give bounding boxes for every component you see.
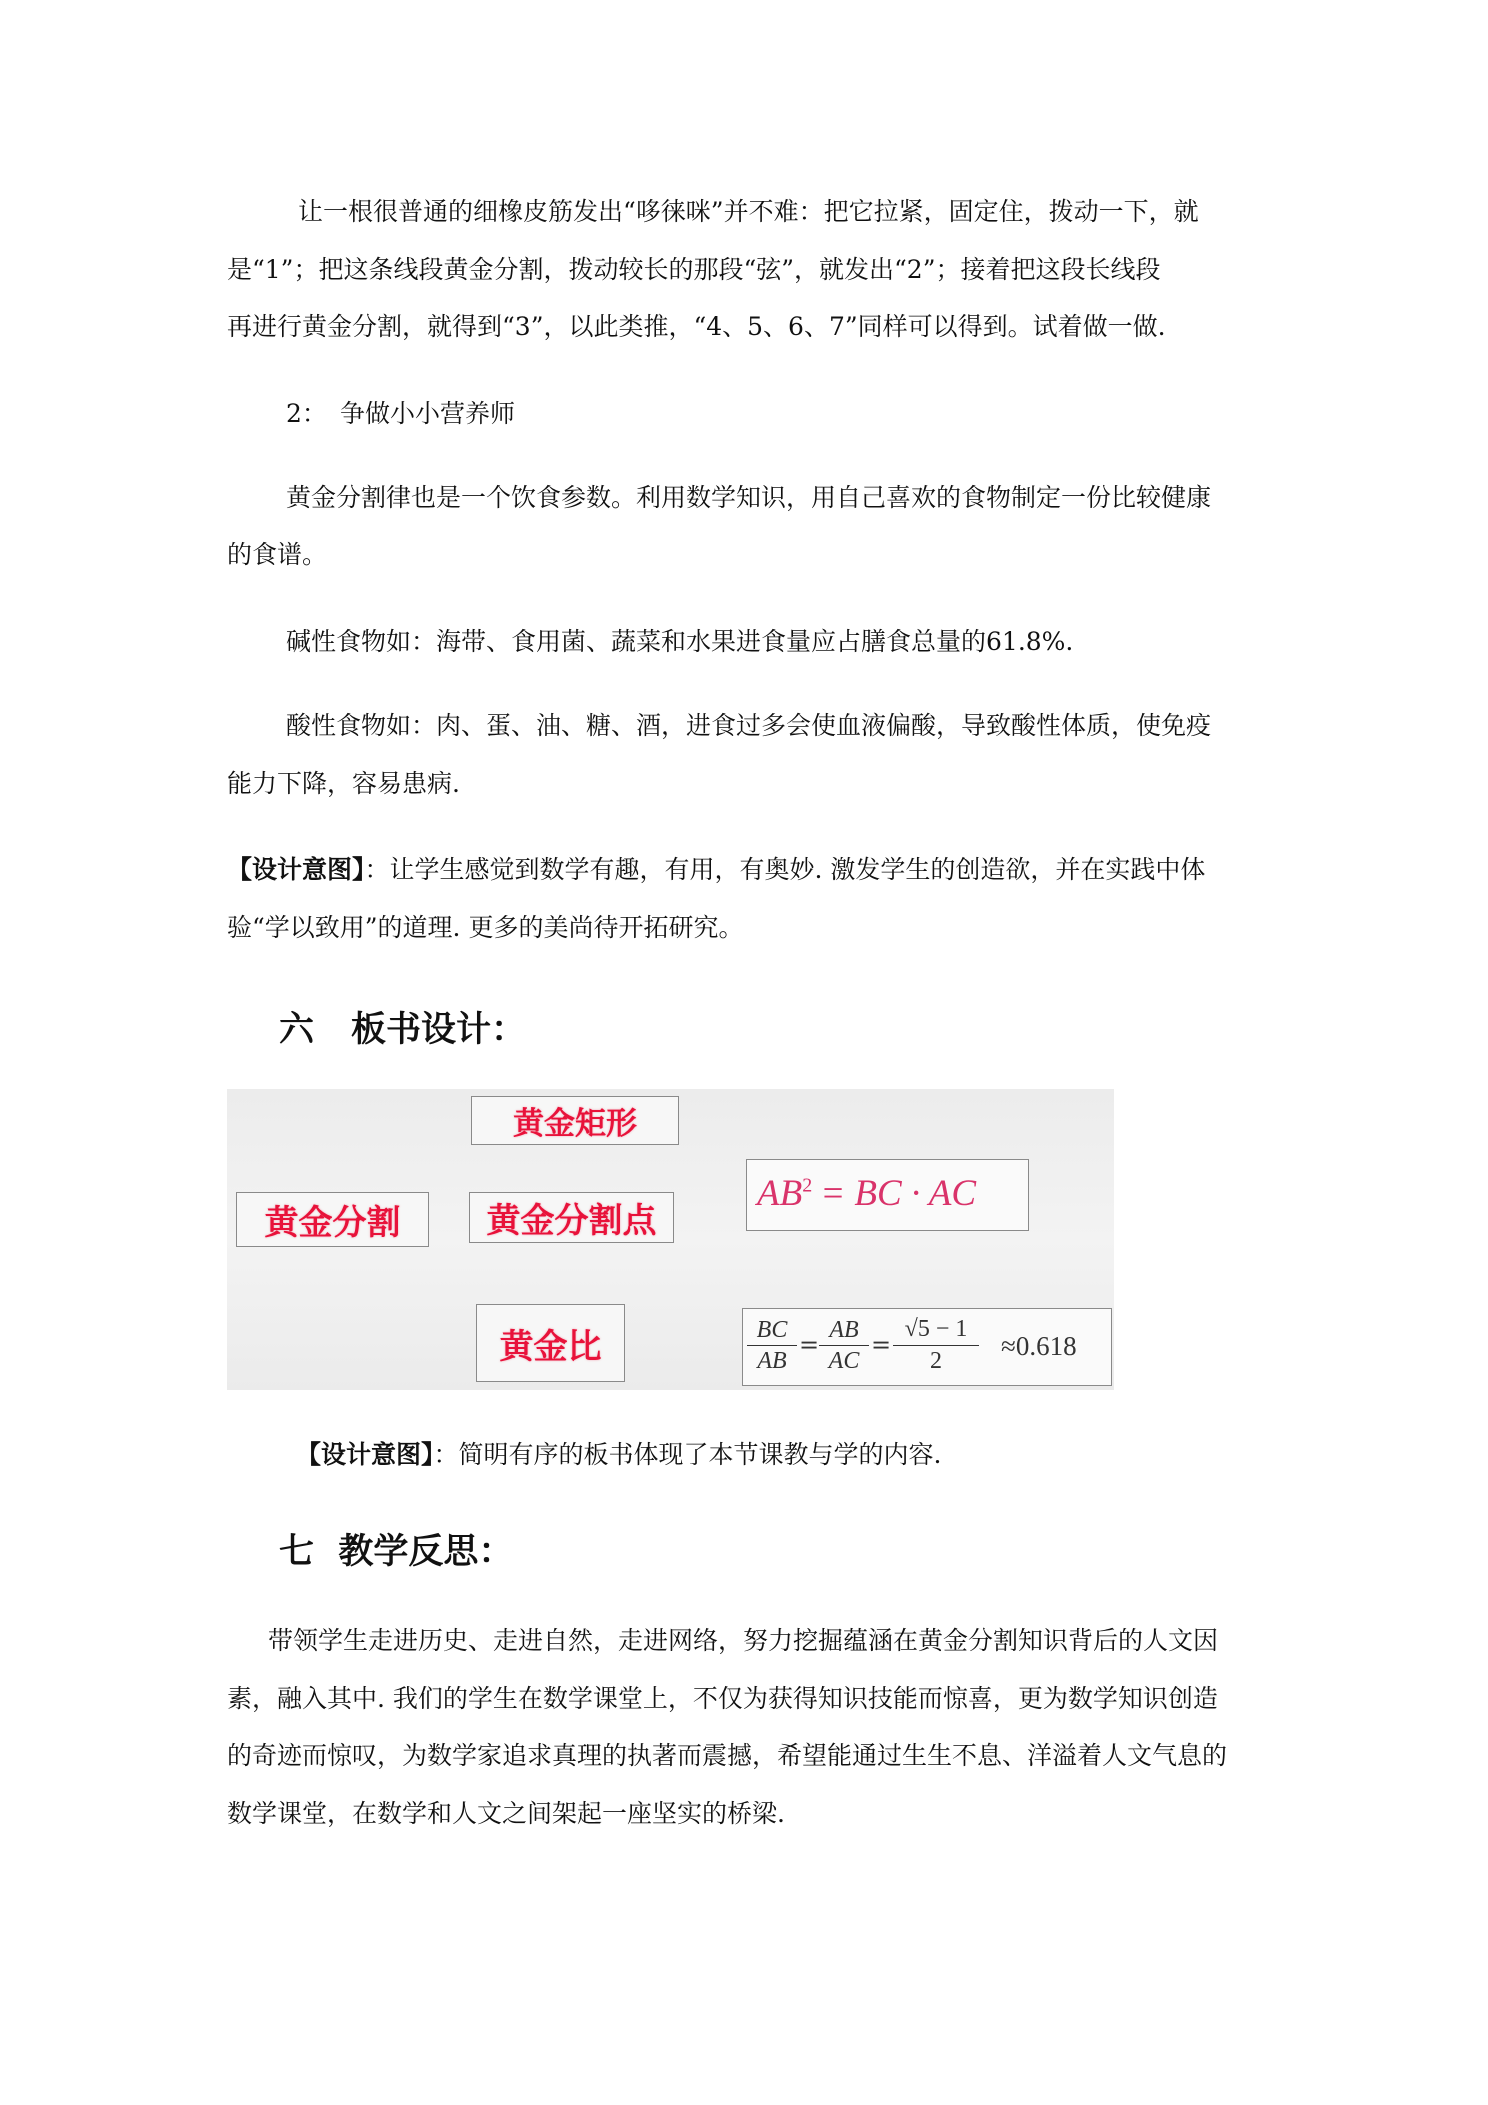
paragraph-line: 让一根很普通的细橡皮筋发出“哆徕咪”并不难：把它拉紧，固定住，拨动一下，就: [298, 197, 1199, 226]
fraction-denominator: AC: [828, 1348, 860, 1374]
design-intent-line: [227, 852, 1205, 888]
board-golden-section: 黄金分割: [236, 1192, 429, 1247]
fraction-numerator: AB: [819, 1315, 869, 1346]
paragraph-line: 黄金分割律也是一个饮食参数。利用数学知识，用自己喜欢的食物制定一份比较健康: [286, 483, 1212, 512]
board-golden-rectangle: 黄金矩形: [471, 1096, 679, 1145]
design-intent-line: [296, 1437, 941, 1473]
equals-sign: =: [799, 1331, 820, 1359]
section-number: 六: [279, 1009, 315, 1050]
paragraph-line: 素，融入其中. 我们的学生在数学课堂上，不仅为获得知识技能而惊喜，更为数学知识创造: [227, 1684, 1218, 1713]
fraction-ab-ac: [819, 1315, 869, 1376]
paragraph-line: 数学课堂，在数学和人文之间架起一座坚实的桥梁.: [227, 1799, 785, 1828]
paragraph-line: 带领学生走进历史、走进自然，走进网络，努力挖掘蕴涵在黄金分割知识背后的人文因: [268, 1626, 1219, 1655]
paragraph-line: 的奇迹而惊叹，为数学家追求真理的执著而震撼，希望能通过生生不息、洋溢着人文气息的: [227, 1741, 1228, 1770]
fraction-sqrt5: [893, 1313, 979, 1376]
design-intent-line: 验“学以致用”的道理. 更多的美尚待开拓研究。: [227, 913, 744, 942]
approx-value: ≈0.618: [1001, 1331, 1077, 1361]
formula-1: [757, 1172, 976, 1215]
design-intent-label: 【设计意图】: [296, 1440, 434, 1469]
design-intent-label: 【设计意图】: [227, 855, 365, 884]
formula-box-2: [742, 1308, 1112, 1386]
fraction-bc-ab: [747, 1315, 797, 1376]
paragraph-line: 能力下降，容易患病.: [227, 769, 460, 798]
design-intent-text: ：让学生感觉到数学有趣，有用，有奥妙. 激发学生的创造欲，并在实践中体: [364, 855, 1206, 884]
formula-box-1: [746, 1159, 1029, 1231]
fraction-denominator: 2: [930, 1348, 942, 1374]
paragraph-line: 再进行黄金分割，就得到“3”，以此类推，“4、5、6、7”同样可以得到。试着做一做.: [227, 312, 1166, 341]
paragraph-line: 酸性食物如：肉、蛋、油、糖、酒，进食过多会使血液偏酸，导致酸性体质，使免疫: [286, 711, 1212, 740]
blackboard-design-image: [227, 1089, 1114, 1390]
fraction-denominator: AB: [757, 1348, 787, 1374]
formula-1-left: AB: [757, 1173, 803, 1214]
fraction-numerator: √5 − 1: [893, 1313, 979, 1346]
fraction-numerator: BC: [747, 1315, 797, 1346]
design-intent-text: ：简明有序的板书体现了本节课教与学的内容.: [433, 1440, 942, 1469]
section-title: 板书设计：: [351, 1009, 527, 1050]
item-title: 争做小小营养师: [340, 399, 516, 428]
formula-1-right: = BC · AC: [820, 1173, 977, 1214]
paragraph-line: 碱性食物如：海带、食用菌、蔬菜和水果进食量应占膳食总量的61.8%.: [286, 627, 1074, 656]
board-golden-section-point: 黄金分割点: [469, 1192, 674, 1243]
paragraph-line: 的食谱。: [227, 540, 328, 569]
item-number: 2：: [286, 399, 327, 428]
equals-sign: =: [871, 1331, 892, 1359]
paragraph-line: 是“1”；把这条线段黄金分割，拨动较长的那段“弦”，就发出“2”；接着把这段长线段: [227, 255, 1161, 284]
formula-1-exponent: 2: [802, 1174, 813, 1197]
section-title: 七 教学反思：: [279, 1531, 514, 1572]
board-golden-ratio: 黄金比: [476, 1304, 625, 1382]
